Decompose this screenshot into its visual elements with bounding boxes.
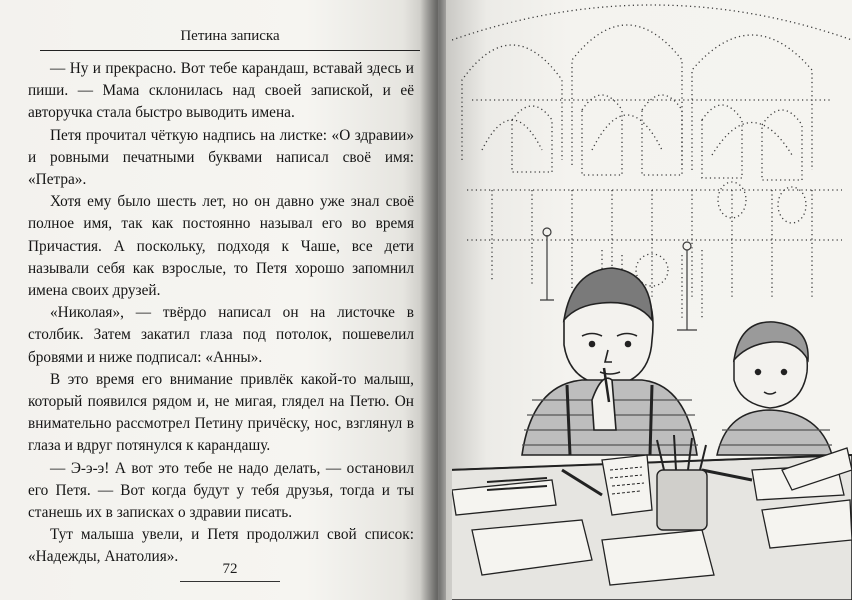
paragraph-3: Хотя ему было шесть лет, но он давно уже знал своё полное имя, так как постоянно называл его во время Причастия. А поскольку, подходя к Чаше, все дети называли себя как взрослые, то Петя хорошо запомнил имена своих друзей.: [28, 193, 414, 300]
paragraph-7: Тут малыша увели, и Петя продолжил свой список: «Надежды, Анатолия».: [28, 526, 414, 566]
paragraph-5: В это время его внимание привлёк какой-то малыш, который появился рядом и, не мигая, глядел на Петю. Он внимательно рассмотрел Петину причёску, нос, взглянул в глаза и вдруг потянулся к карандашу.: [28, 370, 414, 455]
illustration-drawing: [452, 0, 852, 600]
page-number: 72: [222, 561, 238, 577]
paragraph-6: — Э-э-э! А вот это тебе не надо делать, — остановил его Петя. — Вот когда будут у тебя друзья, тогда и ты станешь их в записках о здравии писать.: [28, 459, 414, 522]
church-arches: [452, 5, 852, 320]
toddler-figure: [717, 322, 832, 455]
illustration-church-scene: [452, 0, 852, 600]
paragraph-1: — Ну и прекрасно. Вот тебе карандаш, вставай здесь и пиши. — Мама склонилась над своей запиской, и её авторучка стала быстро выводить имена.: [28, 60, 414, 122]
boy-figure: [522, 268, 698, 455]
folio-rule: [180, 581, 280, 582]
header-rule: [40, 50, 420, 51]
running-head: Петина записка: [180, 28, 280, 44]
body-text: [28, 58, 414, 569]
paragraph-2: Петя прочитал чёткую надпись на листке: «О здравии» и ровными печатными буквами написал своё имя: «Петра».: [28, 126, 414, 189]
paragraph-4: «Николая», — твёрдо написал он на листочке в столбик. Затем закатил глаза под потолок, пошевелил бровями и ниже подписал: «Анны».: [28, 304, 414, 366]
